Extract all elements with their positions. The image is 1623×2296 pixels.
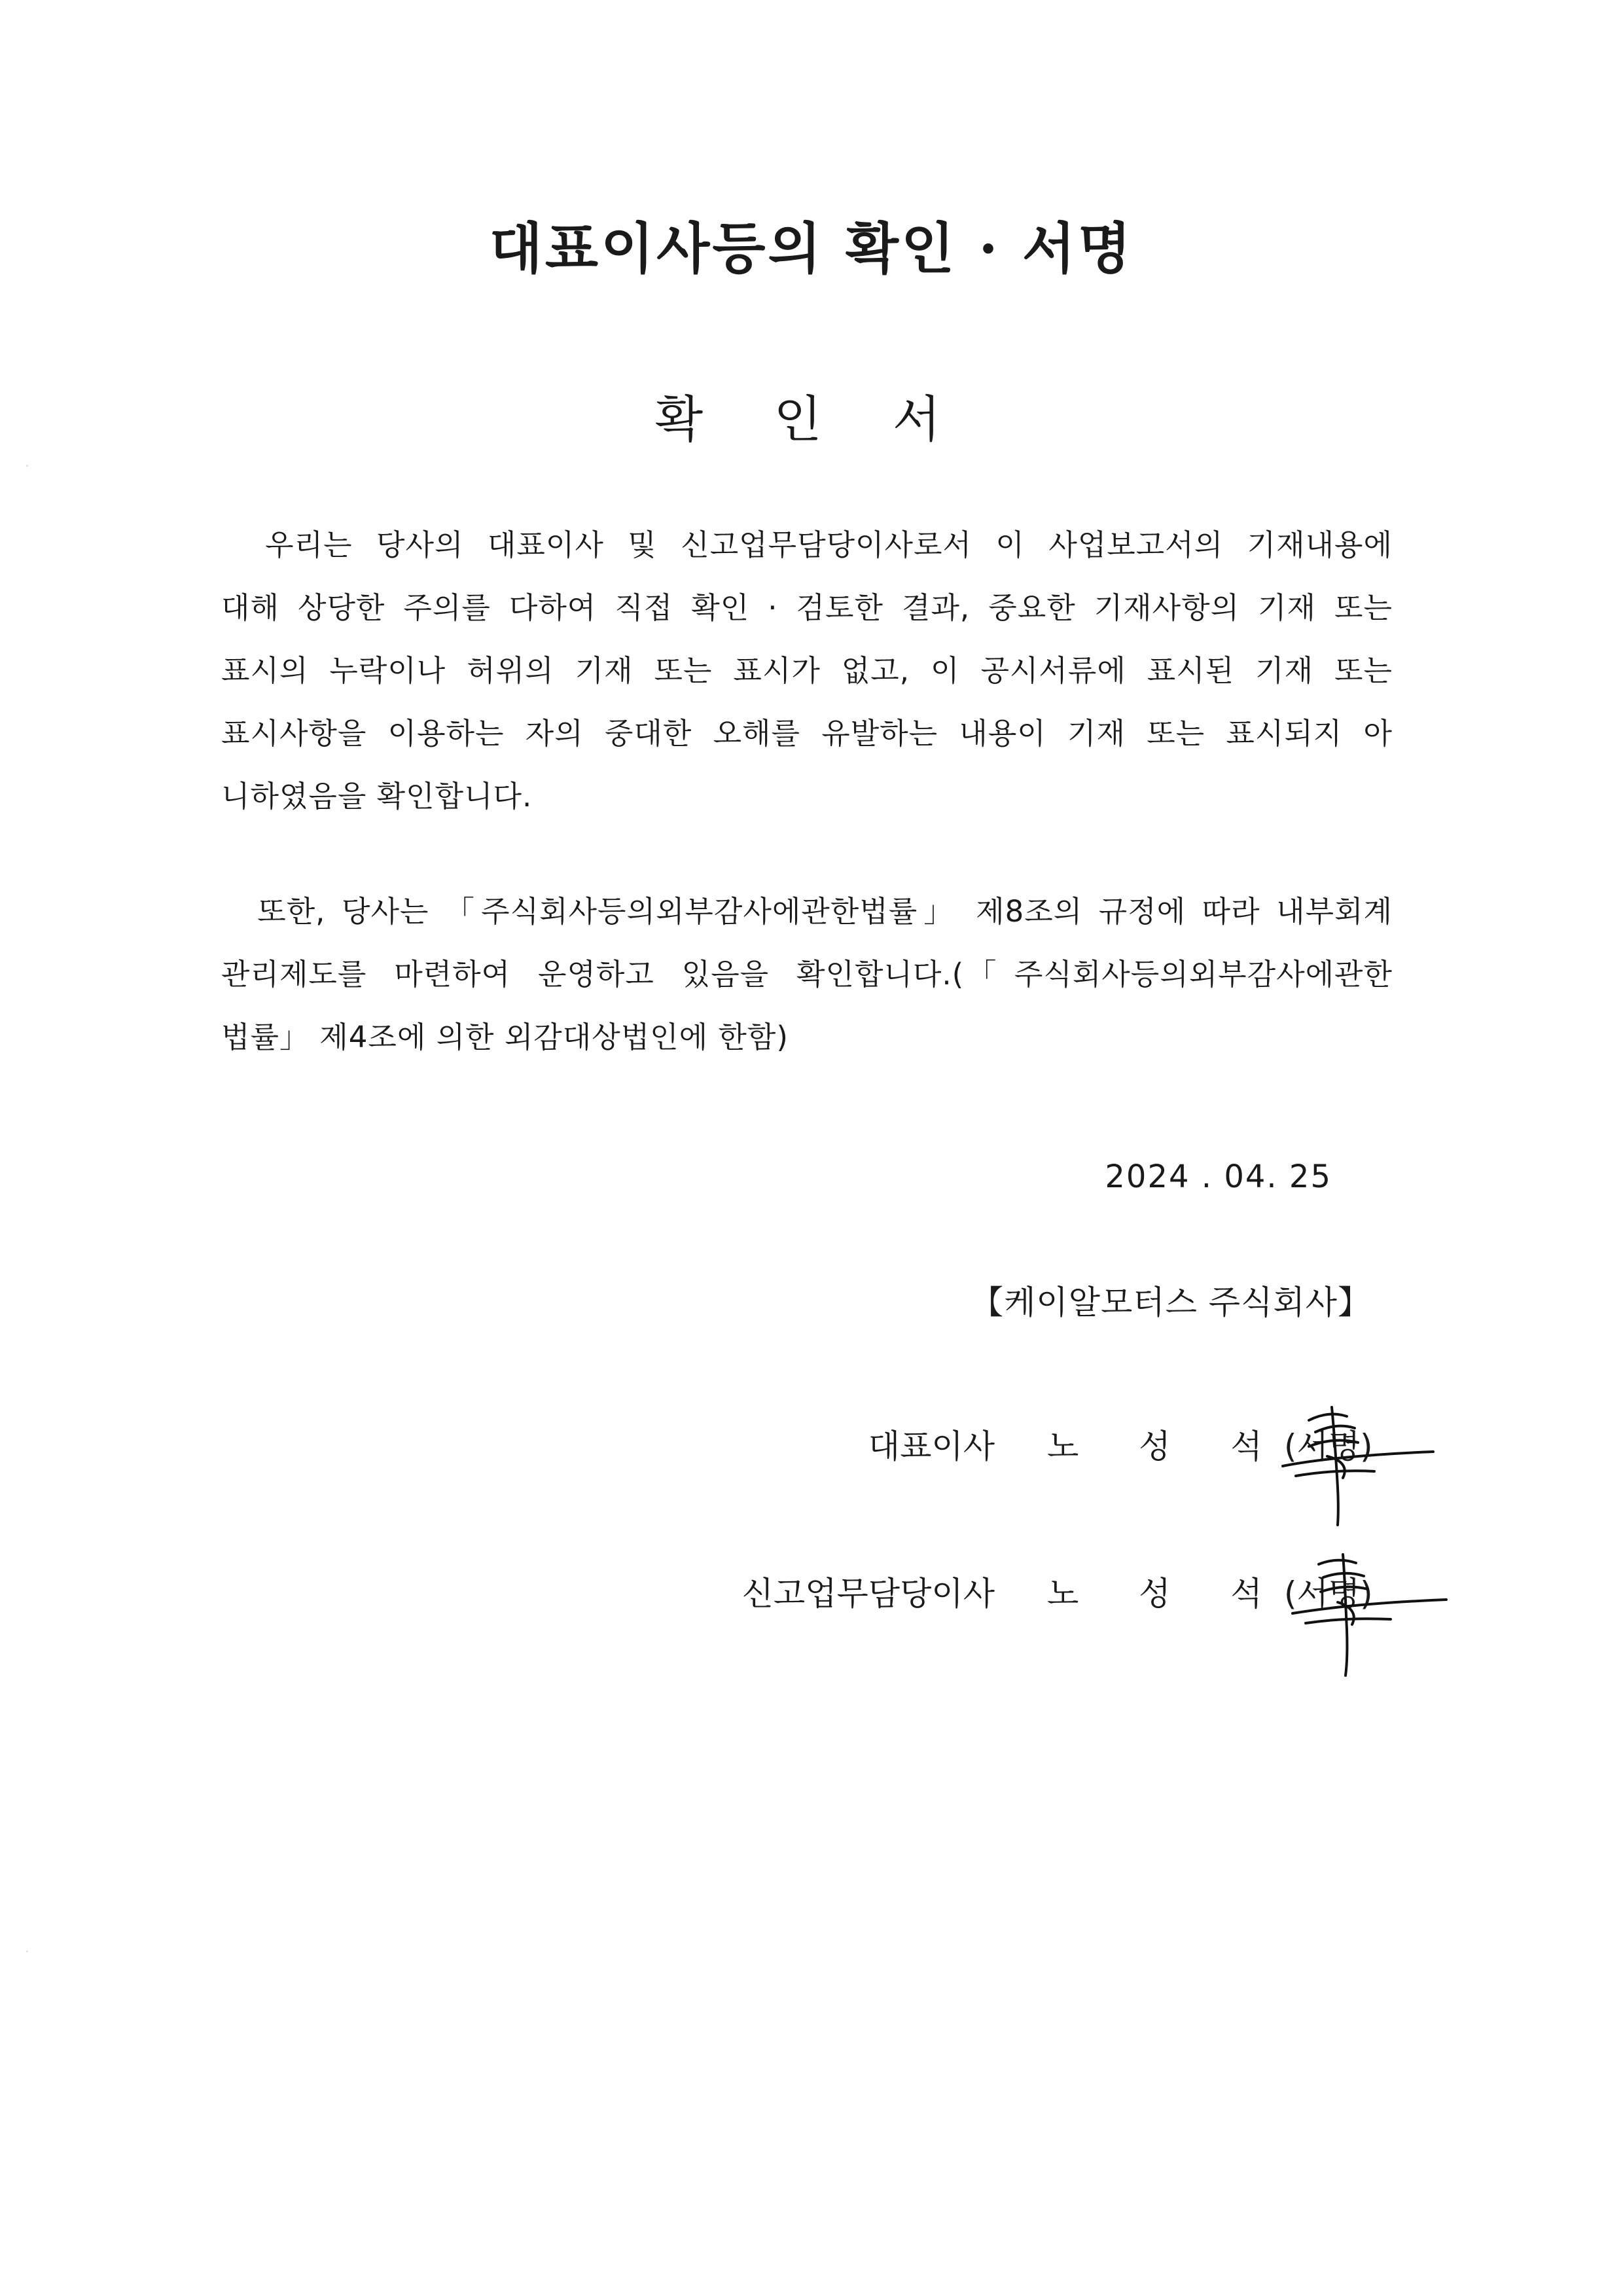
handwritten-signature	[1283, 1545, 1453, 1682]
document-title: 대표이사등의 확인 · 서명	[489, 216, 1134, 281]
paragraph-line: 관리제도를 마련하여 운영하고 있음을 확인합니다.(「주식회사등의외부감사에관한	[221, 957, 1393, 992]
signatory-name: 노 성 석	[1047, 1427, 1287, 1465]
signatory-role: 신고업무담당이사	[741, 1575, 995, 1613]
signature-mark-label: (서명)	[1284, 1575, 1373, 1613]
scan-mark	[26, 465, 28, 467]
paragraph-line: 또한, 당사는 「주식회사등의외부감사에관한법률」 제8조의 규정에 따라 내부회계	[221, 894, 1393, 929]
paragraph-line: 니하였음을 확인합니다.	[221, 779, 533, 814]
paragraph-line: 우리는 당사의 대표이사 및 신고업무담당이사로서 이 사업보고서의 기재내용에	[221, 528, 1393, 562]
scan-mark	[26, 1950, 28, 1952]
confirmation-paragraph	[221, 514, 1393, 828]
paragraph-line: 법률」 제4조에 의한 외감대상법인에 한함)	[221, 1020, 789, 1054]
paragraph-line: 표시의 누락이나 허위의 기재 또는 표시가 없고, 이 공시서류에 표시된 기재 또는	[221, 653, 1393, 688]
document-date: 2024 . 04. 25	[1105, 1158, 1332, 1195]
handwritten-signature	[1270, 1394, 1440, 1532]
document-subtitle: 확 인 서	[654, 390, 969, 448]
internal-control-paragraph	[221, 880, 1393, 1069]
signature-mark-label: (서명)	[1284, 1427, 1373, 1465]
company-name: 【케이알모터스 주식회사】	[971, 1283, 1371, 1321]
paragraph-line: 표시사항을 이용하는 자의 중대한 오해를 유발하는 내용이 기재 또는 표시되지 아	[221, 716, 1393, 751]
paragraph-line: 대해 상당한 주의를 다하여 직접 확인 · 검토한 결과, 중요한 기재사항의 기재 또는	[221, 590, 1393, 625]
signatory-role: 대표이사	[868, 1427, 995, 1465]
signatory-name: 노 성 석	[1047, 1575, 1287, 1613]
